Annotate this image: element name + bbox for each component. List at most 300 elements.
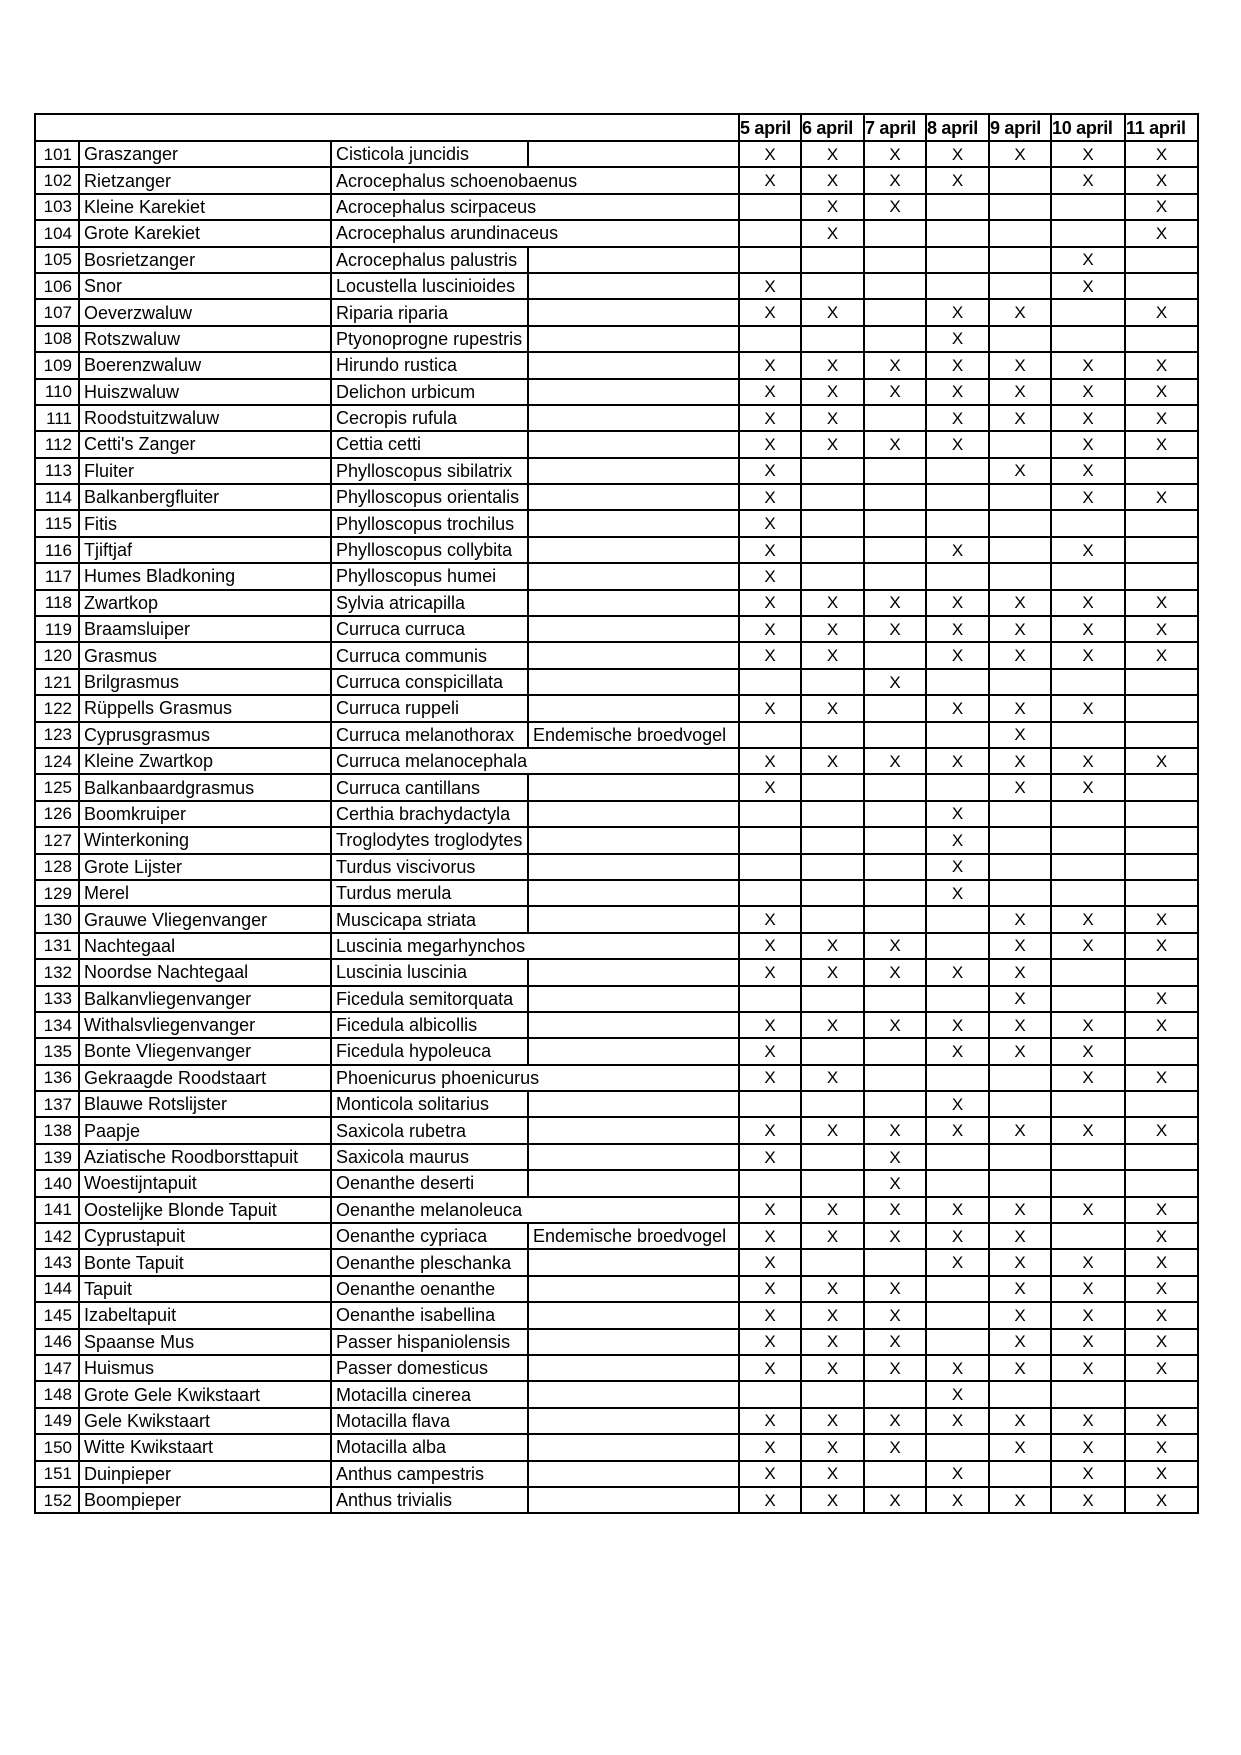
mark-cell-7-april (864, 1091, 926, 1117)
mark-cell-5-april: X (739, 1117, 801, 1143)
row-number-cell: 133 (35, 986, 79, 1012)
mark-cell-5-april: X (739, 1302, 801, 1328)
dutch-name-cell: Bonte Vliegenvanger (79, 1038, 331, 1064)
mark-cell-7-april (864, 642, 926, 668)
mark-cell-9-april: X (989, 695, 1051, 721)
mark-cell-9-april (989, 563, 1051, 589)
mark-cell-7-april (864, 247, 926, 273)
mark-cell-10-april (1051, 220, 1125, 246)
row-number-cell: 130 (35, 906, 79, 932)
mark-cell-6-april: X (801, 933, 864, 959)
mark-cell-6-april (801, 1249, 864, 1275)
dutch-name-cell: Woestijntapuit (79, 1170, 331, 1196)
note-cell (528, 1381, 739, 1407)
mark-cell-10-april: X (1051, 1302, 1125, 1328)
note-cell (528, 1408, 739, 1434)
mark-cell-9-april: X (989, 299, 1051, 325)
mark-cell-6-april: X (801, 748, 864, 774)
row-number-cell: 144 (35, 1276, 79, 1302)
mark-cell-11-april: X (1125, 1461, 1198, 1487)
mark-cell-9-april: X (989, 1355, 1051, 1381)
dutch-name-cell: Nachtegaal (79, 933, 331, 959)
mark-cell-10-april: X (1051, 273, 1125, 299)
mark-cell-11-april: X (1125, 616, 1198, 642)
mark-cell-7-april: X (864, 590, 926, 616)
mark-cell-8-april (926, 563, 989, 589)
row-number-cell: 117 (35, 563, 79, 589)
latin-name-cell: Curruca melanocephala (331, 748, 528, 774)
note-cell: Endemische broedvogel (528, 722, 739, 748)
note-cell (528, 1487, 739, 1513)
mark-cell-11-april (1125, 1038, 1198, 1064)
mark-cell-8-april (926, 933, 989, 959)
mark-cell-6-april: X (801, 352, 864, 378)
mark-cell-6-april: X (801, 1329, 864, 1355)
row-number-cell: 128 (35, 854, 79, 880)
dutch-name-cell: Merel (79, 880, 331, 906)
row-number-cell: 147 (35, 1355, 79, 1381)
mark-cell-10-april: X (1051, 352, 1125, 378)
mark-cell-5-april: X (739, 748, 801, 774)
mark-cell-6-april (801, 1170, 864, 1196)
table-row-111 (35, 405, 1198, 431)
mark-cell-9-april: X (989, 722, 1051, 748)
latin-name-cell: Oenanthe oenanthe (331, 1276, 528, 1302)
row-number-cell: 141 (35, 1197, 79, 1223)
note-cell (528, 1249, 739, 1275)
dutch-name-cell: Rietzanger (79, 167, 331, 193)
mark-cell-7-april: X (864, 194, 926, 220)
table-row-142 (35, 1223, 1198, 1249)
mark-cell-7-april: X (864, 1276, 926, 1302)
mark-cell-5-april (739, 1381, 801, 1407)
mark-cell-6-april: X (801, 590, 864, 616)
mark-cell-6-april (801, 247, 864, 273)
latin-name-cell: Certhia brachydactyla (331, 801, 528, 827)
mark-cell-9-april (989, 801, 1051, 827)
mark-cell-5-april (739, 1170, 801, 1196)
mark-cell-9-april (989, 827, 1051, 853)
mark-cell-5-april: X (739, 1144, 801, 1170)
mark-cell-10-april (1051, 510, 1125, 536)
mark-cell-7-april: X (864, 1329, 926, 1355)
table-row-141 (35, 1197, 1198, 1223)
dutch-name-cell: Cyprustapuit (79, 1223, 331, 1249)
note-cell (528, 141, 739, 167)
mark-cell-6-april (801, 722, 864, 748)
mark-cell-5-april: X (739, 1249, 801, 1275)
mark-cell-8-april (926, 774, 989, 800)
mark-cell-10-april (1051, 722, 1125, 748)
latin-name-cell: Sylvia atricapilla (331, 590, 528, 616)
latin-name-cell: Luscinia luscinia (331, 959, 528, 985)
mark-cell-11-april: X (1125, 1276, 1198, 1302)
row-number-cell: 125 (35, 774, 79, 800)
dutch-name-cell: Aziatische Roodborsttapuit (79, 1144, 331, 1170)
latin-name-cell: Cettia cetti (331, 431, 528, 457)
mark-cell-7-april: X (864, 1012, 926, 1038)
row-number-cell: 150 (35, 1434, 79, 1460)
dutch-name-cell: Cetti's Zanger (79, 431, 331, 457)
latin-name-cell: Acrocephalus scirpaceus (331, 194, 528, 220)
mark-cell-11-april: X (1125, 299, 1198, 325)
mark-cell-9-april (989, 1170, 1051, 1196)
mark-cell-8-april (926, 1170, 989, 1196)
latin-name-cell: Monticola solitarius (331, 1091, 528, 1117)
mark-cell-6-april (801, 563, 864, 589)
latin-name-cell: Phoenicurus phoenicurus (331, 1065, 528, 1091)
dutch-name-cell: Grauwe Vliegenvanger (79, 906, 331, 932)
mark-cell-5-april: X (739, 1012, 801, 1038)
mark-cell-10-april (1051, 827, 1125, 853)
table-row-126 (35, 801, 1198, 827)
mark-cell-5-april: X (739, 1197, 801, 1223)
mark-cell-10-april: X (1051, 906, 1125, 932)
mark-cell-9-april (989, 537, 1051, 563)
table-row-109 (35, 352, 1198, 378)
note-cell (528, 748, 739, 774)
table-row-116 (35, 537, 1198, 563)
mark-cell-8-april: X (926, 748, 989, 774)
mark-cell-9-april (989, 194, 1051, 220)
mark-cell-9-april: X (989, 748, 1051, 774)
mark-cell-9-april (989, 1381, 1051, 1407)
mark-cell-10-april: X (1051, 642, 1125, 668)
mark-cell-9-april: X (989, 141, 1051, 167)
mark-cell-11-april: X (1125, 194, 1198, 220)
table-row-137 (35, 1091, 1198, 1117)
mark-cell-6-april: X (801, 1302, 864, 1328)
note-cell (528, 695, 739, 721)
mark-cell-11-april (1125, 801, 1198, 827)
mark-cell-11-april (1125, 1170, 1198, 1196)
mark-cell-5-april: X (739, 1038, 801, 1064)
mark-cell-10-april: X (1051, 1038, 1125, 1064)
note-cell (528, 379, 739, 405)
mark-cell-6-april (801, 273, 864, 299)
bird-observation-table (34, 113, 1199, 1514)
mark-cell-8-april: X (926, 854, 989, 880)
latin-name-cell: Oenanthe melanoleuca (331, 1197, 528, 1223)
row-number-cell: 143 (35, 1249, 79, 1275)
mark-cell-5-april: X (739, 1487, 801, 1513)
mark-cell-9-april: X (989, 616, 1051, 642)
mark-cell-11-april (1125, 326, 1198, 352)
mark-cell-11-april (1125, 1381, 1198, 1407)
latin-name-cell: Delichon urbicum (331, 379, 528, 405)
date-header-5-april: 5 april (739, 114, 801, 141)
mark-cell-9-april: X (989, 1408, 1051, 1434)
mark-cell-5-april: X (739, 1408, 801, 1434)
mark-cell-7-april (864, 273, 926, 299)
mark-cell-5-april: X (739, 484, 801, 510)
mark-cell-6-april: X (801, 1065, 864, 1091)
mark-cell-9-april (989, 1461, 1051, 1487)
latin-name-cell: Curruca communis (331, 642, 528, 668)
mark-cell-6-april: X (801, 1408, 864, 1434)
mark-cell-6-april: X (801, 642, 864, 668)
table-row-135 (35, 1038, 1198, 1064)
note-cell (528, 352, 739, 378)
mark-cell-11-april: X (1125, 1197, 1198, 1223)
mark-cell-7-april (864, 1461, 926, 1487)
mark-cell-9-april (989, 854, 1051, 880)
note-cell (528, 774, 739, 800)
mark-cell-11-april (1125, 669, 1198, 695)
table-row-131 (35, 933, 1198, 959)
mark-cell-8-april: X (926, 405, 989, 431)
mark-cell-9-april: X (989, 1223, 1051, 1249)
table-row-122 (35, 695, 1198, 721)
mark-cell-11-april: X (1125, 1223, 1198, 1249)
mark-cell-6-april (801, 1091, 864, 1117)
mark-cell-9-april (989, 167, 1051, 193)
row-number-cell: 105 (35, 247, 79, 273)
mark-cell-11-april (1125, 695, 1198, 721)
dutch-name-cell: Tjiftjaf (79, 537, 331, 563)
date-header-8-april: 8 april (926, 114, 989, 141)
mark-cell-5-april: X (739, 933, 801, 959)
mark-cell-5-april (739, 669, 801, 695)
mark-cell-9-april: X (989, 1117, 1051, 1143)
note-cell: Endemische broedvogel (528, 1223, 739, 1249)
mark-cell-8-april: X (926, 299, 989, 325)
table-row-123 (35, 722, 1198, 748)
latin-name-cell: Hirundo rustica (331, 352, 528, 378)
mark-cell-6-april (801, 1144, 864, 1170)
mark-cell-10-april: X (1051, 431, 1125, 457)
latin-name-cell: Curruca ruppeli (331, 695, 528, 721)
mark-cell-8-april (926, 247, 989, 273)
mark-cell-7-april (864, 1249, 926, 1275)
mark-cell-5-april: X (739, 695, 801, 721)
mark-cell-10-april (1051, 194, 1125, 220)
mark-cell-8-april (926, 1434, 989, 1460)
latin-name-cell: Oenanthe cypriaca (331, 1223, 528, 1249)
table-row-146 (35, 1329, 1198, 1355)
mark-cell-7-april: X (864, 1302, 926, 1328)
dutch-name-cell: Rüppells Grasmus (79, 695, 331, 721)
mark-cell-8-april (926, 986, 989, 1012)
dutch-name-cell: Withalsvliegenvanger (79, 1012, 331, 1038)
mark-cell-7-april: X (864, 1197, 926, 1223)
mark-cell-6-april (801, 827, 864, 853)
row-number-cell: 148 (35, 1381, 79, 1407)
mark-cell-6-april: X (801, 1012, 864, 1038)
mark-cell-8-april: X (926, 1038, 989, 1064)
mark-cell-6-april (801, 669, 864, 695)
latin-name-cell: Locustella luscinioides (331, 273, 528, 299)
mark-cell-6-april: X (801, 1487, 864, 1513)
mark-cell-5-april: X (739, 537, 801, 563)
table-row-143 (35, 1249, 1198, 1275)
mark-cell-8-april: X (926, 1461, 989, 1487)
mark-cell-7-april: X (864, 431, 926, 457)
dutch-name-cell: Zwartkop (79, 590, 331, 616)
mark-cell-10-april: X (1051, 458, 1125, 484)
mark-cell-8-april (926, 669, 989, 695)
note-cell (528, 827, 739, 853)
mark-cell-7-april: X (864, 1408, 926, 1434)
mark-cell-8-april: X (926, 141, 989, 167)
mark-cell-5-april: X (739, 1223, 801, 1249)
mark-cell-10-april (1051, 880, 1125, 906)
mark-cell-5-april: X (739, 141, 801, 167)
dutch-name-cell: Balkanbaardgrasmus (79, 774, 331, 800)
row-number-cell: 151 (35, 1461, 79, 1487)
dutch-name-cell: Roodstuitzwaluw (79, 405, 331, 431)
dutch-name-cell: Kleine Zwartkop (79, 748, 331, 774)
mark-cell-6-april: X (801, 1117, 864, 1143)
latin-name-cell: Passer hispaniolensis (331, 1329, 528, 1355)
mark-cell-10-april: X (1051, 247, 1125, 273)
mark-cell-10-april (1051, 1170, 1125, 1196)
latin-name-cell: Passer domesticus (331, 1355, 528, 1381)
note-cell (528, 563, 739, 589)
table-row-133 (35, 986, 1198, 1012)
row-number-cell: 131 (35, 933, 79, 959)
note-cell (528, 1329, 739, 1355)
mark-cell-8-april: X (926, 1197, 989, 1223)
note-cell (528, 801, 739, 827)
mark-cell-11-april (1125, 537, 1198, 563)
mark-cell-5-april (739, 326, 801, 352)
dutch-name-cell: Kleine Karekiet (79, 194, 331, 220)
mark-cell-6-april (801, 906, 864, 932)
note-cell (528, 484, 739, 510)
mark-cell-9-april: X (989, 1329, 1051, 1355)
dutch-name-cell: Bonte Tapuit (79, 1249, 331, 1275)
latin-name-cell: Acrocephalus arundinaceus (331, 220, 528, 246)
table-row-108 (35, 326, 1198, 352)
dutch-name-cell: Duinpieper (79, 1461, 331, 1487)
dutch-name-cell: Tapuit (79, 1276, 331, 1302)
mark-cell-11-april (1125, 827, 1198, 853)
table-row-120 (35, 642, 1198, 668)
mark-cell-11-april (1125, 1091, 1198, 1117)
row-number-cell: 126 (35, 801, 79, 827)
mark-cell-9-april: X (989, 590, 1051, 616)
mark-cell-6-april (801, 986, 864, 1012)
mark-cell-6-april: X (801, 1276, 864, 1302)
dutch-name-cell: Balkanbergfluiter (79, 484, 331, 510)
dutch-name-cell: Gekraagde Roodstaart (79, 1065, 331, 1091)
mark-cell-10-april: X (1051, 590, 1125, 616)
note-cell (528, 986, 739, 1012)
mark-cell-6-april (801, 1381, 864, 1407)
mark-cell-8-april: X (926, 616, 989, 642)
mark-cell-11-april: X (1125, 642, 1198, 668)
mark-cell-11-april (1125, 510, 1198, 536)
latin-name-cell: Motacilla cinerea (331, 1381, 528, 1407)
latin-name-cell: Acrocephalus schoenobaenus (331, 167, 528, 193)
dutch-name-cell: Braamsluiper (79, 616, 331, 642)
mark-cell-11-april: X (1125, 906, 1198, 932)
note-cell (528, 1144, 739, 1170)
mark-cell-8-april: X (926, 1487, 989, 1513)
mark-cell-7-april (864, 537, 926, 563)
mark-cell-7-april (864, 827, 926, 853)
mark-cell-10-april: X (1051, 405, 1125, 431)
latin-name-cell: Oenanthe pleschanka (331, 1249, 528, 1275)
table-row-113 (35, 458, 1198, 484)
mark-cell-7-april (864, 484, 926, 510)
mark-cell-5-april: X (739, 431, 801, 457)
mark-cell-11-april: X (1125, 933, 1198, 959)
latin-name-cell: Phylloscopus orientalis (331, 484, 528, 510)
mark-cell-9-april (989, 220, 1051, 246)
mark-cell-9-april (989, 484, 1051, 510)
row-number-cell: 127 (35, 827, 79, 853)
note-cell (528, 933, 739, 959)
mark-cell-10-april: X (1051, 141, 1125, 167)
table-row-136 (35, 1065, 1198, 1091)
mark-cell-7-april: X (864, 616, 926, 642)
mark-cell-9-april: X (989, 1038, 1051, 1064)
mark-cell-9-april (989, 669, 1051, 695)
mark-cell-9-april (989, 1065, 1051, 1091)
row-number-cell: 109 (35, 352, 79, 378)
mark-cell-7-april: X (864, 1355, 926, 1381)
table-row-152 (35, 1487, 1198, 1513)
row-number-cell: 122 (35, 695, 79, 721)
table-row-115 (35, 510, 1198, 536)
latin-name-cell: Ficedula hypoleuca (331, 1038, 528, 1064)
dutch-name-cell: Paapje (79, 1117, 331, 1143)
mark-cell-7-april (864, 458, 926, 484)
dutch-name-cell: Grote Gele Kwikstaart (79, 1381, 331, 1407)
row-number-cell: 146 (35, 1329, 79, 1355)
mark-cell-6-april: X (801, 1434, 864, 1460)
mark-cell-10-april (1051, 669, 1125, 695)
mark-cell-8-april: X (926, 1012, 989, 1038)
mark-cell-8-april: X (926, 431, 989, 457)
latin-name-cell: Curruca melanothorax (331, 722, 528, 748)
latin-name-cell: Luscinia megarhynchos (331, 933, 528, 959)
dutch-name-cell: Huiszwaluw (79, 379, 331, 405)
mark-cell-7-april (864, 563, 926, 589)
table-row-134 (35, 1012, 1198, 1038)
mark-cell-11-april: X (1125, 484, 1198, 510)
mark-cell-7-april: X (864, 748, 926, 774)
mark-cell-6-april (801, 854, 864, 880)
latin-name-cell: Phylloscopus collybita (331, 537, 528, 563)
dutch-name-cell: Bosrietzanger (79, 247, 331, 273)
mark-cell-8-april: X (926, 642, 989, 668)
mark-cell-6-april: X (801, 1197, 864, 1223)
mark-cell-10-april: X (1051, 695, 1125, 721)
row-number-cell: 123 (35, 722, 79, 748)
mark-cell-8-april: X (926, 352, 989, 378)
note-cell (528, 1117, 739, 1143)
mark-cell-7-april: X (864, 1223, 926, 1249)
latin-name-cell: Curruca cantillans (331, 774, 528, 800)
latin-name-cell: Ficedula semitorquata (331, 986, 528, 1012)
latin-name-cell: Ptyonoprogne rupestris (331, 326, 528, 352)
mark-cell-6-april: X (801, 695, 864, 721)
dutch-name-cell: Spaanse Mus (79, 1329, 331, 1355)
mark-cell-11-april: X (1125, 1434, 1198, 1460)
dutch-name-cell: Blauwe Rotslijster (79, 1091, 331, 1117)
mark-cell-6-april: X (801, 1223, 864, 1249)
mark-cell-10-april: X (1051, 1117, 1125, 1143)
mark-cell-7-april (864, 326, 926, 352)
mark-cell-10-april: X (1051, 774, 1125, 800)
note-cell (528, 510, 739, 536)
latin-name-cell: Motacilla flava (331, 1408, 528, 1434)
mark-cell-6-april: X (801, 194, 864, 220)
row-number-cell: 115 (35, 510, 79, 536)
